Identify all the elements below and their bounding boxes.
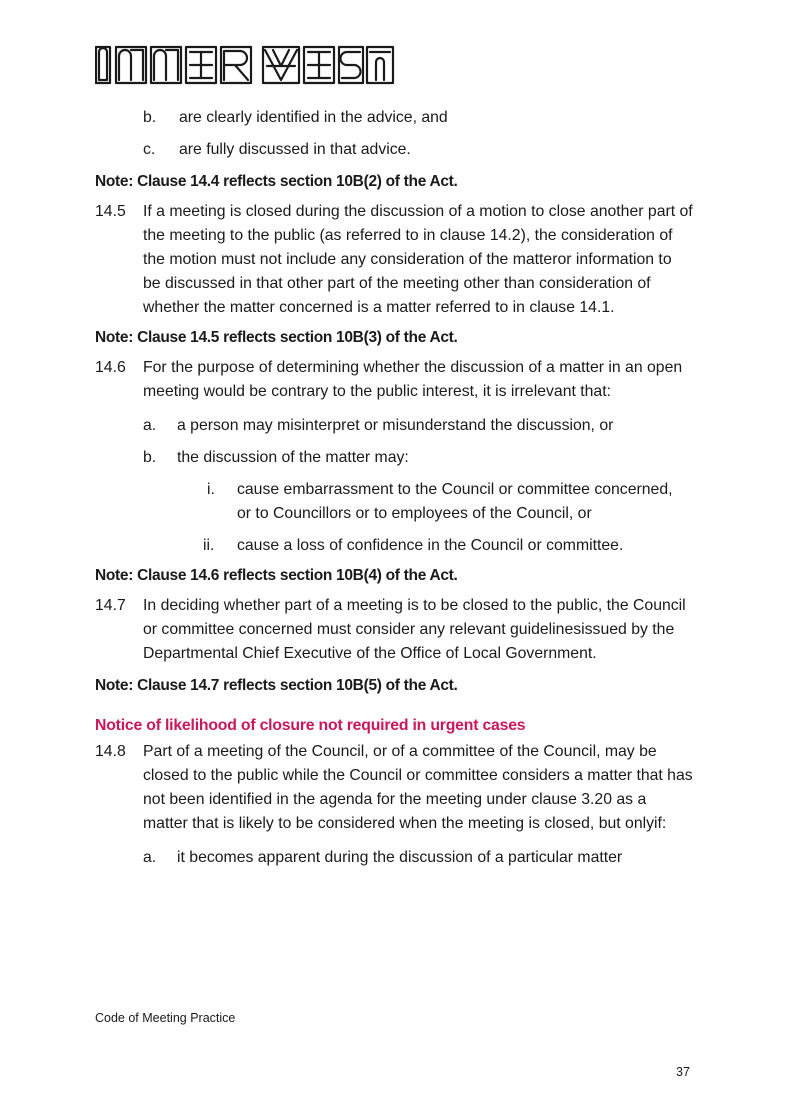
document-body — [95, 104, 695, 870]
inner-west-logo — [95, 44, 395, 86]
sub-list-item — [95, 534, 695, 558]
list-marker: c. — [143, 141, 156, 158]
list-marker: b. — [143, 449, 157, 466]
list-item — [95, 106, 695, 130]
clause-note: Note: Clause 14.4 reflects section 10B(2) of the Act. — [95, 173, 458, 190]
clause-text: In deciding whether part of a meeting is to be closed to the public, the Council or committee concerned must consider any relevant guidelinesissued by the Departmental Chief Executive of the Office of Local Government. — [143, 597, 686, 662]
sub-list-item-text: cause a loss of confidence in the Council or committee. — [237, 537, 624, 554]
list-item-text: it becomes apparent during the discussion of a particular matter — [177, 849, 623, 866]
list-item — [95, 446, 695, 470]
list-item — [95, 138, 695, 162]
list-item-text: a person may misinterpret or misunderstand the discussion, or — [177, 417, 614, 434]
sub-list-item — [95, 478, 695, 526]
list-item-text: are clearly identified in the advice, and — [179, 109, 448, 126]
clause-text: If a meeting is closed during the discussion of a motion to close another part of the meeting to the public (as referred to in clause 14.2), the consideration of the motion must not include any consideration of the matteror information to be discussed in that other part of the meeting other than consideration of whether the matter concerned is a matter referred to in clause 14.1. — [143, 203, 693, 316]
clause-number: 14.6 — [95, 359, 126, 376]
sub-list-item-text: cause embarrassment to the Council or committee concerned, or to Councillors or to employees of the Council, or — [237, 481, 673, 522]
clause-note: Note: Clause 14.6 reflects section 10B(4) of the Act. — [95, 567, 458, 584]
list-item-text: are fully discussed in that advice. — [179, 141, 411, 158]
clause-number: 14.5 — [95, 203, 126, 220]
clause — [95, 356, 695, 404]
section-heading: Notice of likelihood of closure not required in urgent cases — [95, 717, 526, 734]
list-marker: ii. — [203, 537, 215, 554]
list-marker: b. — [143, 109, 157, 126]
list-marker: i. — [207, 481, 215, 498]
page-number: 37 — [676, 1065, 690, 1079]
clause — [95, 200, 695, 320]
clause-text: For the purpose of determining whether the discussion of a matter in an open meeting would be contrary to the public interest, it is irrelevant that: — [143, 359, 683, 400]
clause-note: Note: Clause 14.7 reflects section 10B(5) of the Act. — [95, 677, 458, 694]
list-item — [95, 846, 695, 870]
list-marker: a. — [143, 417, 157, 434]
clause-number: 14.8 — [95, 743, 126, 760]
footer-document-title: Code of Meeting Practice — [95, 1011, 236, 1025]
list-marker: a. — [143, 849, 157, 866]
list-item — [95, 414, 695, 438]
clause — [95, 594, 695, 666]
clause — [95, 740, 695, 836]
clause-note: Note: Clause 14.5 reflects section 10B(3) of the Act. — [95, 329, 458, 346]
clause-number: 14.7 — [95, 597, 126, 614]
clause-text: Part of a meeting of the Council, or of a committee of the Council, may be closed to the public while the Council or committee considers a matter that has not been identified in the agenda for the meeting under clause 3.20 as a matter that is likely to be considered when the meeting is closed, but onlyif: — [143, 743, 693, 832]
list-item-text: the discussion of the matter may: — [177, 449, 409, 466]
